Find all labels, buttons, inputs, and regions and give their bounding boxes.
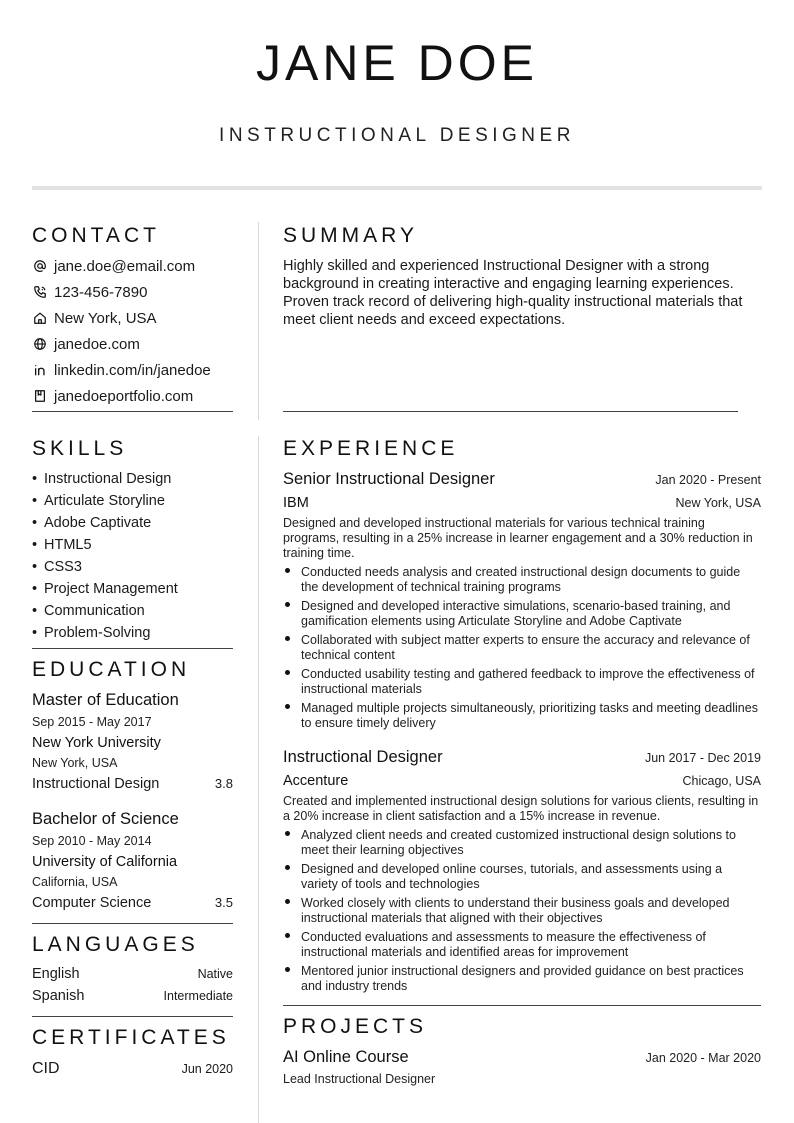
education-gpa: 3.8 — [214, 776, 233, 791]
contact-email[interactable] — [32, 256, 195, 276]
skill-item — [32, 492, 165, 510]
job-bullet — [283, 667, 761, 697]
skill-bullet: • — [32, 603, 38, 619]
bullet-dot — [285, 831, 290, 836]
job-title: Senior Instructional Designer — [283, 470, 495, 488]
job-bullet — [283, 862, 761, 892]
job-bullet-text: Designed and developed interactive simulations, scenario-based training, and gamification elements using Articulate Storyline and Adobe Captivate — [301, 599, 731, 628]
education-field: Instructional Design — [32, 776, 160, 792]
job-location: Chicago, USA — [682, 774, 761, 788]
education-heading: EDUCATION — [32, 658, 191, 681]
education-dates: Sep 2010 - May 2014 — [32, 834, 152, 848]
skills-divider — [32, 648, 233, 649]
skill-label: Communication — [44, 603, 145, 619]
job-bullet — [283, 599, 761, 629]
job-company: Accenture — [283, 773, 349, 789]
contact-heading: CONTACT — [32, 224, 160, 247]
language-row — [32, 988, 233, 1004]
home-icon — [32, 311, 47, 326]
job-bullet — [283, 930, 761, 960]
skill-label: Articulate Storyline — [44, 493, 165, 509]
skills-heading: SKILLS — [32, 437, 128, 460]
education-location: New York, USA — [32, 756, 118, 770]
certificate-row — [32, 1060, 233, 1078]
bullet-dot — [285, 636, 290, 641]
phone-icon — [32, 285, 47, 300]
experience-divider — [283, 1005, 761, 1006]
skill-label: Problem-Solving — [44, 625, 151, 641]
contact-location — [32, 308, 157, 328]
certificate-date: Jun 2020 — [181, 1062, 233, 1076]
candidate-name: JANE DOE — [255, 35, 539, 91]
skill-item — [32, 602, 145, 620]
header-divider — [32, 186, 762, 190]
job-company-row — [283, 773, 761, 789]
job-bullet-text: Designed and developed online courses, tutorials, and assessments using a variety of tools and technologies — [301, 862, 723, 891]
language-name: English — [32, 966, 80, 982]
project-role: Lead Instructional Designer — [283, 1072, 436, 1086]
contact-location-text: New York, USA — [54, 309, 157, 327]
language-name: Spanish — [32, 988, 85, 1004]
skill-bullet: • — [32, 515, 38, 531]
projects-heading: PROJECTS — [283, 1015, 428, 1038]
education-location: California, USA — [32, 875, 118, 889]
contact-linkedin[interactable] — [32, 360, 211, 380]
job-bullet-text: Conducted usability testing and gathered feedback to improve the effectiveness of instructional materials — [301, 667, 755, 696]
education-dates: Sep 2015 - May 2017 — [32, 715, 152, 729]
contact-phone-text: 123-456-7890 — [54, 283, 148, 301]
certificates-heading: CERTIFICATES — [32, 1026, 230, 1049]
contact-portfolio-text: janedoeportfolio.com — [54, 387, 194, 405]
language-level: Intermediate — [163, 989, 233, 1003]
job-bullet-text: Worked closely with clients to understand their business goals and developed instructional materials that aligned with their objectives — [301, 896, 730, 925]
summary-heading: SUMMARY — [283, 224, 418, 247]
job-bullet-text: Managed multiple projects simultaneously, prioritizing tasks and meeting deadlines to ensure timely delivery — [301, 701, 758, 730]
skill-item — [32, 624, 150, 642]
contact-portfolio[interactable] — [32, 386, 193, 406]
project-name: AI Online Course — [283, 1048, 409, 1066]
bullet-dot — [285, 865, 290, 870]
bullet-dot — [285, 602, 290, 607]
bullet-dot — [285, 568, 290, 573]
job-dates: Jan 2020 - Present — [655, 473, 761, 487]
job-company: IBM — [283, 495, 309, 511]
at-icon — [32, 259, 47, 274]
job-header — [283, 470, 761, 489]
education-degree: Bachelor of Science — [32, 810, 179, 828]
linkedin-icon — [32, 363, 47, 378]
job-description: Created and implemented instructional design solutions for various clients, resulting in a 20% increase in client satisfaction and a 15% increase in revenue. — [283, 794, 759, 823]
job-bullet — [283, 701, 761, 731]
bullet-dot — [285, 933, 290, 938]
contact-phone[interactable] — [32, 282, 147, 302]
skill-label: Instructional Design — [44, 471, 172, 487]
certificate-name: CID — [32, 1060, 60, 1077]
skill-label: HTML5 — [44, 537, 92, 553]
skill-label: Adobe Captivate — [44, 515, 152, 531]
column-divider-bottom — [258, 436, 259, 1123]
education-school: New York University — [32, 735, 161, 751]
project-dates: Jan 2020 - Mar 2020 — [645, 1051, 761, 1065]
education-field-row — [32, 895, 233, 911]
education-divider — [32, 923, 233, 924]
job-bullet-text: Analyzed client needs and created customized instructional design solutions to meet their learning objectives — [301, 828, 736, 857]
project-header — [283, 1048, 761, 1067]
job-bullet-text: Conducted needs analysis and created instructional design documents to guide the development of technical training programs — [301, 565, 741, 594]
education-degree: Master of Education — [32, 691, 179, 709]
bullet-dot — [285, 704, 290, 709]
languages-divider — [32, 1016, 233, 1017]
bullet-dot — [285, 670, 290, 675]
job-header — [283, 748, 761, 767]
job-bullet — [283, 896, 761, 926]
job-description: Designed and developed instructional materials for various technical training programs, resulting in a 25% increase in learner engagement and a 30% reduction in training time. — [283, 516, 753, 560]
education-field: Computer Science — [32, 895, 152, 911]
skill-bullet: • — [32, 471, 38, 487]
contact-email-text: jane.doe@email.com — [54, 257, 196, 275]
summary-text: Highly skilled and experienced Instructional Designer with a strong background in creating interactive and engaging learning experiences. Proven track record of delivering high-quality instructional materials that meet client needs and exceed expectations. — [283, 258, 743, 328]
job-bullet — [283, 964, 761, 994]
skill-label: Project Management — [44, 581, 178, 597]
experience-heading: EXPERIENCE — [283, 437, 459, 460]
contact-divider — [32, 411, 233, 412]
skill-item — [32, 536, 92, 554]
portfolio-icon — [32, 389, 47, 404]
job-location: New York, USA — [675, 496, 761, 510]
skill-bullet: • — [32, 493, 38, 509]
skill-label: CSS3 — [44, 559, 82, 575]
skill-bullet: • — [32, 559, 38, 575]
education-school: University of California — [32, 854, 178, 870]
bullet-dot — [285, 967, 290, 972]
skill-item — [32, 470, 171, 488]
contact-website-text: janedoe.com — [54, 335, 140, 353]
contact-linkedin-text: linkedin.com/in/janedoe — [54, 361, 211, 379]
skill-bullet: • — [32, 581, 38, 597]
languages-heading: LANGUAGES — [32, 933, 199, 956]
skill-item — [32, 514, 151, 532]
globe-icon — [32, 337, 47, 352]
language-row — [32, 966, 233, 982]
skill-bullet: • — [32, 625, 38, 641]
contact-website[interactable] — [32, 334, 140, 354]
skill-item — [32, 580, 178, 598]
skill-bullet: • — [32, 537, 38, 553]
job-bullet — [283, 633, 761, 663]
job-bullet — [283, 828, 761, 858]
skill-item — [32, 558, 82, 576]
job-bullet-text: Mentored junior instructional designers and provided guidance on best practices and industry trends — [301, 964, 744, 993]
language-level: Native — [197, 967, 233, 981]
job-bullet — [283, 565, 761, 595]
job-title: Instructional Designer — [283, 748, 443, 766]
job-bullet-text: Collaborated with subject matter experts to ensure the accuracy and relevance of technical content — [301, 633, 750, 662]
education-gpa: 3.5 — [214, 895, 233, 910]
job-bullet-text: Conducted evaluations and assessments to measure the effectiveness of instructional materials and identified areas for improvement — [301, 930, 706, 959]
job-dates: Jun 2017 - Dec 2019 — [644, 751, 761, 765]
summary-divider — [283, 411, 738, 412]
column-divider-top — [258, 222, 259, 420]
candidate-title: INSTRUCTIONAL DESIGNER — [219, 125, 575, 146]
bullet-dot — [285, 899, 290, 904]
job-company-row — [283, 495, 761, 511]
education-field-row — [32, 776, 233, 792]
